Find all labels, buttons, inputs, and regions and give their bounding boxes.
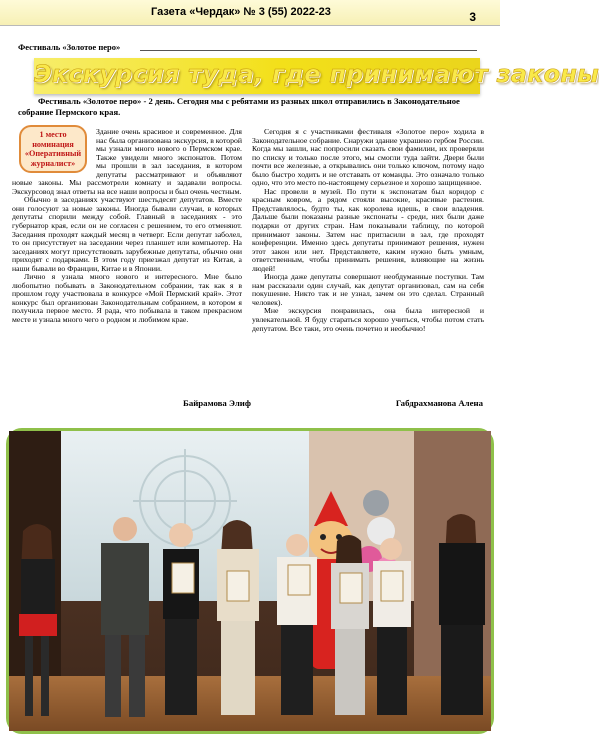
person	[163, 523, 199, 715]
headline-banner	[34, 58, 599, 94]
paragraph: Мне экскурсия понравилась, она была интересной и увлекательной. Я буду стараться хорошо учиться, чтобы потом стать депутатом. Все таки, это очень почетно и необычно!	[252, 306, 484, 333]
award-badge-line: «Оперативный	[24, 149, 82, 158]
event-photo-illustration	[9, 431, 491, 731]
section-kicker: Фестиваль «Золотое перо»	[18, 42, 121, 52]
author-byline-left: Байрамова Элиф	[183, 398, 251, 408]
award-badge-line: номинация	[32, 139, 74, 149]
article-column-left	[12, 128, 242, 325]
paragraph: Иногда даже депутаты совершают необдуманные поступки. Там нам рассказали один случай, как депутат организовал, сам на себя покушение. Никто так и не узнал, зачем он это сделал. Странный человек).	[252, 272, 484, 307]
newspaper-header	[0, 0, 500, 26]
event-photo	[6, 428, 494, 734]
article-lead: Фестиваль «Золотое перо» - 2 день. Сегодня мы с ребятами из разных школ отправились в Законодательное собрание Пермского края.	[18, 96, 460, 117]
author-byline-right: Габдрахманова Алена	[395, 398, 483, 408]
paragraph: Здание очень красивое и современное. Для нас была организована экскурсия, в которой мы узнали много нового о Пермском крае. Также увидели много экспонатов. Потом мы прошли в зал заседания, в котором депутаты рассматривают и объявляют новые законы. Мы рассмотрели комнату и задавали вопросы. Экскурсовод знал ответы на все наши вопросы и был очень честным.	[12, 127, 243, 196]
newspaper-issue-title: Газета «Чердак» № 3 (55) 2022-23	[151, 6, 331, 18]
person	[373, 538, 411, 715]
paragraph: Нас провели в музей. По пути к экспонатам был коридор с красным ковром, а рядом стояли высокие, красивые растения. Представлялось, будто ты, как королева идешь, в свои владения. Дальше были показаны разные экспонаты - среди, них были даже подарки от других стран. Нам показывали таблицу, по которой принимают законы. Затем нас пригласили в зал, где проходят конференции. Именно здесь депутаты принимают решения, нужен этот закон или нет. Представляете, каким нужно быть умным, ответственным, чтобы принимать решения, влияющие на жизнь людей!	[252, 186, 484, 273]
person	[439, 514, 485, 715]
award-badge-line: журналист»	[30, 158, 76, 168]
page-number: 3	[469, 10, 476, 24]
kicker-divider	[140, 50, 477, 51]
article-headline: Экскурсия туда, где принимают законы	[34, 60, 599, 88]
person	[277, 534, 317, 715]
award-badge-line: 1 место	[39, 130, 67, 139]
paragraph: Сегодня я с участниками фестиваля «Золотое перо» ходила в Законодательное собрание. Снаружи здание украшено гербом России. Когда мы зашли, нас попросили сказать свои фамилии, их проверяли по списку и только после этого, мы смогли туда зайти. Двери были почти все железные, а открывались они только ключом, потому надо было быстро ходить и не отставать от команды. Это означало только одно, что это место по-настоящему серьезное и хорошо защищенное.	[252, 127, 484, 188]
person	[217, 520, 259, 715]
paragraph: Обычно в заседаниях участвуют шестьдесят депутатов. Вместе они голосуют за новые законы. Иногда бывали случаи, в которых депутаты спорили между собой. Главный в заседаниях - это губернатор края, если он не согласен с решением, то его отменяют. Заседания проходят каждый месяц в четверг. Если депутат заболел, то он присутствует на заседании через планшет или компьютер. На заседаниях могут присутствовать зарубежные депутаты, обычно они приходят с подарками. В этом году приезжал депутат из Китая, а наши бывали во Франции, Китае и в Японии.	[12, 195, 242, 273]
article-column-right	[252, 128, 484, 333]
badge-spacer	[12, 128, 94, 178]
paragraph: Лично я узнала много нового и интересного. Мне было любопытно побывать в Законодательном собрании, так как я в прошлом году участвовала в конкурсе «Мой Пермский край». Этот конкурс был организован Законодательным собранием, в котором я получила первое место. Я рада, что побывала в таком прекрасном месте и узнала много чего о родном и любимом крае.	[12, 272, 242, 325]
